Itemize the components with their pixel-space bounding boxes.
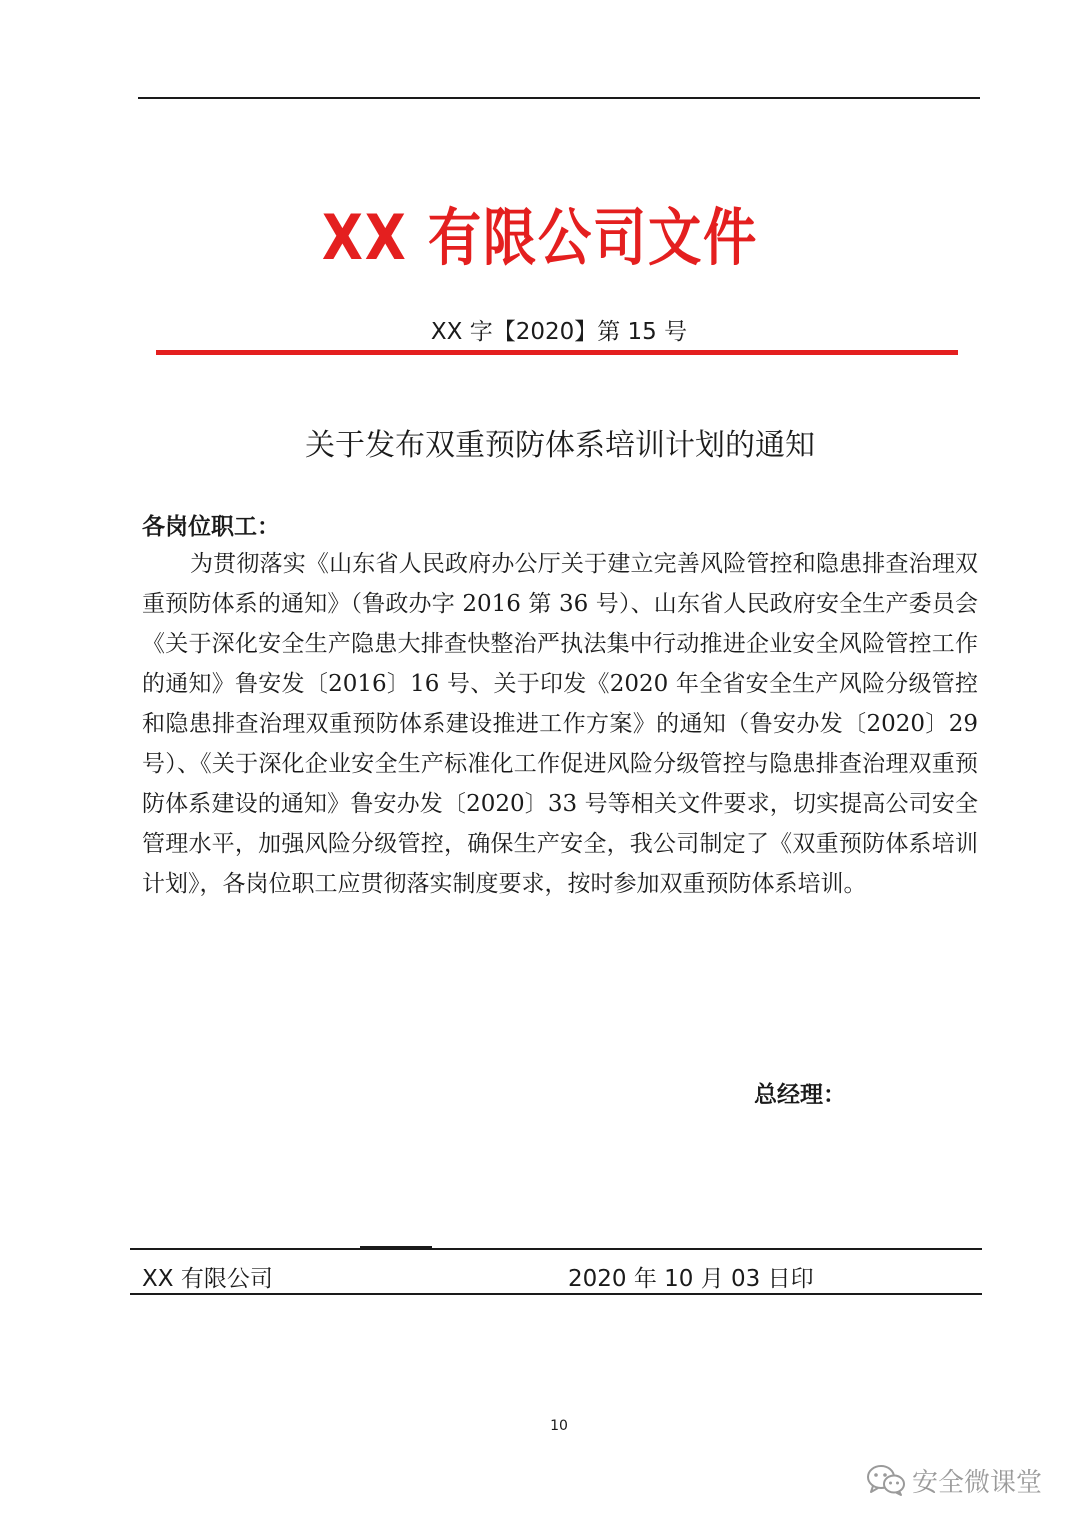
notice-title: 关于发布双重预防体系培训计划的通知 bbox=[305, 428, 815, 463]
notice-body: 为贯彻落实《山东省人民政府办公厅关于建立完善风险管控和隐患排查治理双重预防体系的通知》（鲁政办字 2016 第 36 号）、山东省人民政府安全生产委员会《关于深化安全生产隐患大排查快整治严执法集中行动推进企业安全风险管控工作的通知》鲁安发〔2016〕16 号、关于印发《2020 年全省安全生产风险分级管控和隐患排查治理双重预防体系建设推进工作方案》的通知（鲁安办发〔2020〕29 号）、《关于深化企业安全生产标准化工作促进风险分级管控与隐患排查治理双重预防体系建设的通知》鲁安办发〔2020〕33 号等相关文件要求，切实提高公司安全管理水平，加强风险分级管控，确保生产安全，我公司制定了《双重预防体系培训计划》，各岗位职工应贯彻落实制度要求，按时参加双重预防体系培训。 bbox=[142, 551, 978, 897]
signatory-label: 总经理： bbox=[754, 1082, 846, 1108]
page-number: 10 bbox=[550, 1418, 568, 1434]
watermark bbox=[866, 1460, 1042, 1500]
top-rule bbox=[138, 97, 980, 99]
watermark-text: 安全微课堂 bbox=[912, 1467, 1043, 1498]
document-title: XX 有限公司文件 bbox=[321, 201, 759, 274]
document-number: XX 字【2020】第 15 号 bbox=[430, 319, 688, 345]
salutation: 各岗位职工： bbox=[142, 514, 280, 540]
footer-date: 2020 年 10 月 03 日印 bbox=[568, 1266, 814, 1292]
wechat-icon bbox=[866, 1463, 906, 1497]
footer-top-rule bbox=[130, 1248, 982, 1250]
footer-company: XX 有限公司 bbox=[142, 1266, 273, 1292]
red-divider bbox=[156, 350, 958, 355]
footer-bottom-rule bbox=[130, 1293, 982, 1295]
footer-top-rule-mark bbox=[360, 1246, 432, 1249]
